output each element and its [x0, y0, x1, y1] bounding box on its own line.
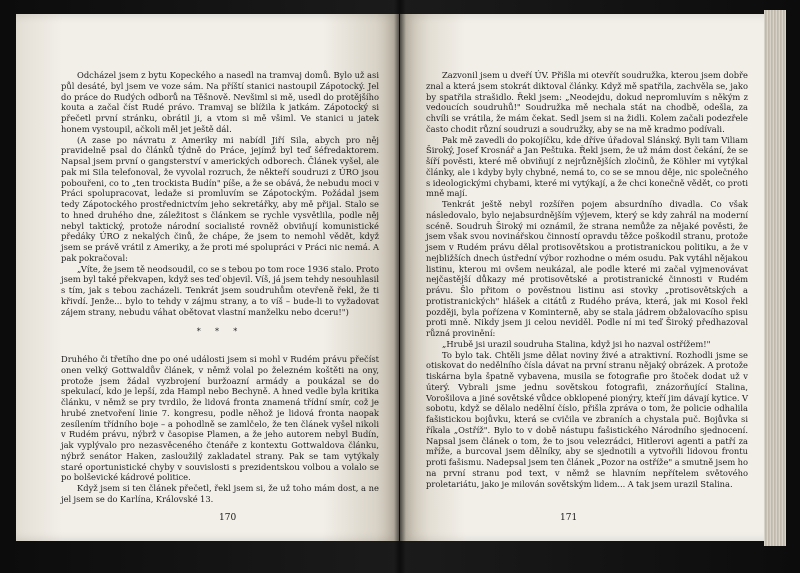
right-paragraph: „Hrubě jsi urazil soudruha Stalina, když jsi ho nazval ostřížem!" [442, 338, 711, 349]
left-page [16, 14, 399, 541]
right-paragraph: Tenkrát ještě nebyl rozšířen pojem absurdního divadla. Co však následovalo, bylo nejabsurdnějším výjevem, který se kdy zahrál na moderní scéně. Soudruh Široký mi oznámil, že strana nemůže za nějaké pověsti, že jsem však svou novinářskou činností opravdu těžce poškodil stranu, protože jsem v Rudém právu dělal protisovětskou a protistranickou politiku, a že v nejbližších dnech ústřední výbor rozhodne o mém osudu. Pak vytáhl nějakou listinu, kterou mi ovšem neukázal, ale podle které mi začal vyjmenovávat nejčastější důkazy mé protisovětské a protistranické činnosti v Rudém právu. Šlo přitom o pověstnou listinu asi stovky „protisovětských a protistranických" hlášek a citátů z Rudého práva, která, jak mi Kosol řekl později, byla pořízena v Kominterně, aby se stala jádrem obžalovacího spisu proti mně. Nikdy jsem ji celou neviděl. Podle ní mi teď Široký předhazoval různá provinění: [426, 199, 748, 338]
left-paragraph: Odcházel jsem z bytu Kopeckého a nasedl na tramvaj domů. Bylo už asi půl desáté, byl jsem ve voze sám. Na příští stanici nastoupil Zápotocký. Jel do práce do Rudých odborů na Těšnově. Nevšiml si mě, usedl do protějšího kouta a začal číst Rudé právo. Tramvaj se blížila k jatkám. Zápotocký si přečetl první stránku, obrátil ji, a vtom si mě všiml. Ve stanici u jatek honem vystoupil, ačkoli měl jet ještě dál. [61, 70, 379, 134]
page-edge-stack [764, 10, 786, 546]
left-page-text [61, 70, 379, 505]
right-paragraph: Zazvonil jsem u dveří ÚV. Přišla mi otevřít soudružka, kterou jsem dobře znal a která jsem stokrát diktoval články. Když mě spatřila, zachvěla se, jako by spatřila strašidlo. Řekl jsem: „Neodejdu, dokud nepromluvím s někým z vedoucích soudruhů!" Soudružka mě nechala stát na chodbě, odešla, za chvíli se vrátila, že mám čekat. Sedl jsem si na židli. Kolem začali podezřele často chodit různí soudruzi a soudružky, aby se na mě kradmo podívali. [426, 70, 748, 134]
page-number: 170 [219, 513, 237, 523]
left-paragraph: Když jsem si ten článek přečetl, řekl jsem si, že už toho mám dost, a ne jel jsem se do Karlína, Královské 13. [61, 483, 379, 504]
left-paragraph: „Víte, že jsem tě neodsoudil, co se s tebou po tom roce 1936 stalo. Proto jsem byl také překvapen, když ses teď objevil. Víš, já jsem tehdy nesouhlasil s tím, jak s tebou zacházeli. Tenkrát jsem soudruhům otevřeně řekl, že ti křivdí. Jenže... bylo to tehdy v zájmu strany, a to víš – bude-li to vyžadovat zájem strany, nebudu váhat obětovat vlastní manželku nebo dceru!") [61, 263, 380, 317]
left-paragraph: Druhého či třetího dne po oné události jsem si mohl v Rudém právu přečíst onen velký Gottwaldův článek, v němž volal po železném koštěti na ony, protože jsem žádal vyzbrojení buržoazní armády a poukázal se do spekulací, kdo je lepší, zda Hampl nebo Bechyně. A hned vedle byla kritika článku, v němž se pry tvrdilo, že lidová fronta znamená třídní smír, což je hrubé znetvoření linie 7. kongresu, podle něhož je lidová fronta naopak zesílením třídního boje – a pohodlně se zamlčelo, že ten článek vyšel nikoli v Rudém právu, nýbrž v časopise Plamen, a že jeho autorem nebyl Budín, jak vyplývalo pro nezasvěceného čtenáře z kontextu Gottwaldova článku, nýbrž senátor Haken, zasloužilý zakladatel strany. Pak se tam vytýkaly staré oportunistické chyby v souvislosti s prezidentskou volbou a volalo se po bolševické kádrové politice. [61, 354, 379, 483]
right-paragraph: Pak mě zavedli do pokojíčku, kde dříve úřadoval Slánský. Byli tam Viliam Široký, Josef Krosnář a Jan Peštuka. Řekl jsem, že už mám dost čekání, že se šíří pověsti, které mě obviňují z nejrůznějších zločinů, že Köhler mi vytýkal články, ale i kdyby byly chybné, nemá to, co se se mnou děje, nic společného s ideologickými chybami, které mi vytýkají, a že chci konečně vědět, co proti mně mají. [426, 134, 748, 199]
page-number: 171 [560, 513, 578, 523]
book-gutter [394, 0, 406, 573]
section-separator: * * * [196, 327, 244, 337]
right-page [400, 14, 764, 541]
right-paragraph: To bylo tak. Chtěli jsme dělat noviny živé a atraktivní. Rozhodli jsme se otiskovat do nedělního čísla dávat na první stranu nějaký obrázek. A protože tiskárna byla špatně vybavena, musila se fotografie pro štoček dodat už v úterý. Vybrali jsme jednu sovětskou fotografii, znázorňující Stalina, Vorošilova a jiné sovětské vůdce obklopené pionýry, kteří jim dávají kytice. V sobotu, když se dělalo nedělní číslo, přišla zpráva o tom, že policie odhalila fašistickou bojůvku, která se cvičila ve zbraních a chystala puč. Bojůvka si říkala „Ostříž". Bylo to v době nástupu fašistického Národního sjednocení. Napsal jsem článek o tom, že to jsou velezrádci, Hitlerovi agenti a patří za mříže, a burcoval jsem dělníky, aby se sjednotili a vytvořili lidovou frontu proti fašismu. Nadepsal jsem ten článek „Pozor na ostříže" a smutně jsem ho na první stranu pod text, v němž se hlavním nepřítelem světového proletariátu, jako je milován sovětským lidem... A tak jsem urazil Stalina. [426, 349, 748, 489]
right-page-text [426, 70, 748, 489]
left-paragraph: (A zase po návratu z Ameriky mi nabídl Jiří Sila, abych pro něj pravidelně psal do článků týdně do Práce, jejímž byl teď šéfredaktorem. Napsal jsem první o gangsterství v amerických odborech. Článek vyšel, ale pak mi Sila telefonoval, že vyvolal rozruch, že někteří soudruzi z ÚRO jsou pobouřeni, co to „ten trockista Budín" píše, a že se obává, že nebudu moci v Práci spolupracovat, ledaže si promluvím se Zápotockým. Požádal jsem tedy Zápotockého prostřednictvím jeho sekretářky, aby mě přijal. Stalo se to hned druhého dne, záležitost s článkem se rychle vysvětlila, podle něj nebyl taktický, protože národní socialisté rovněž obviňují komunistické předáky ÚRO z nekalých činů, že chápe, že jsem to nemohl vědět, když jsem se právě vrátil z Ameriky, a že proti mé spolupráci v Práci nic nemá. A pak pokračoval: [61, 134, 379, 263]
